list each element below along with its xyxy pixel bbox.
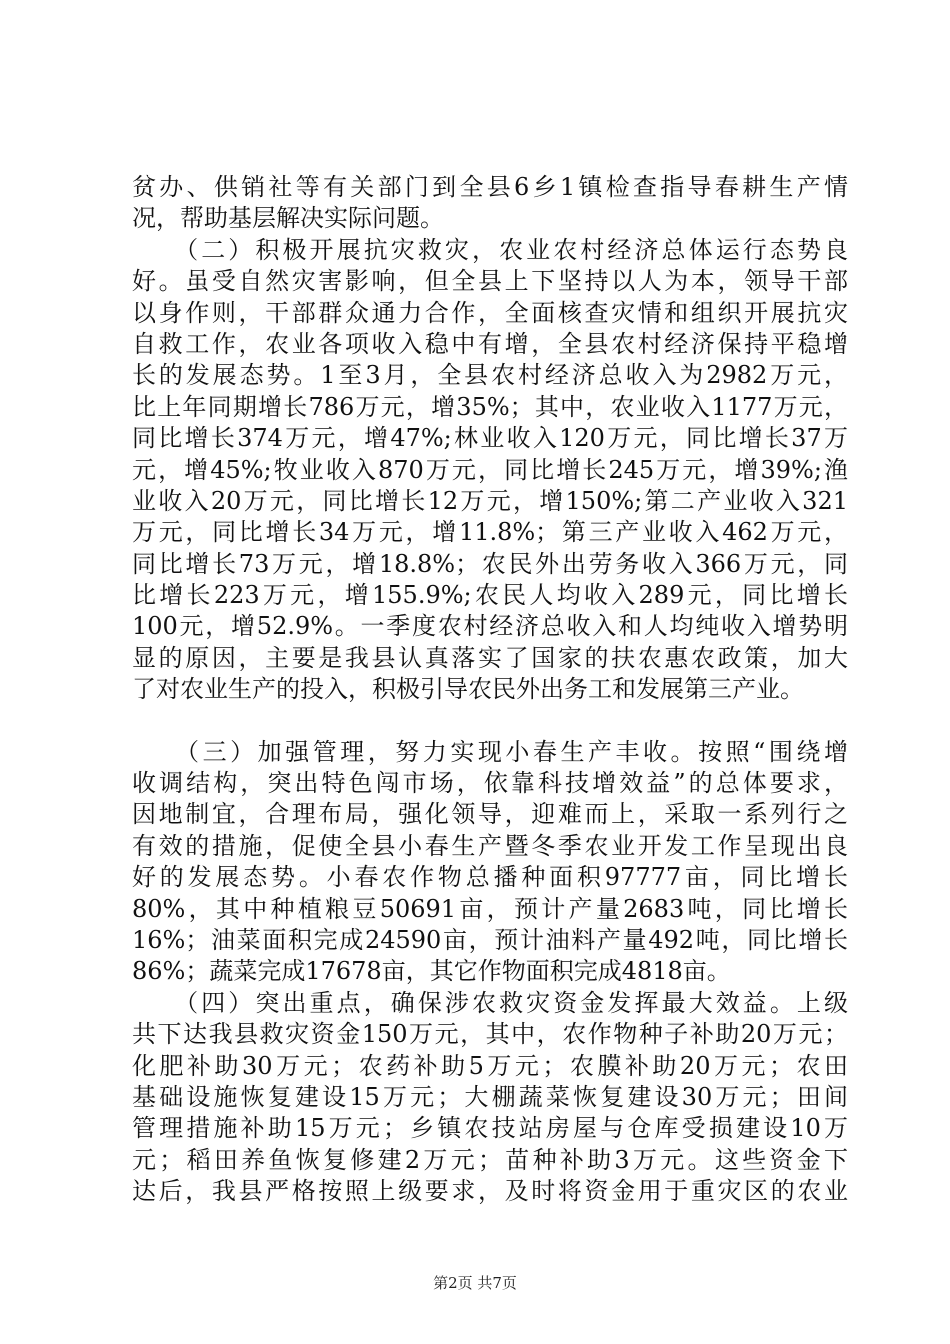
text-line: （二）积极开展抗灾救灾，农业农村经济总体运行态势良 [132, 235, 848, 264]
text-line: 好的发展态势。小春农作物总播种面积97777亩，同比增长 [132, 863, 848, 892]
page-number-footer: 第2页 共7页 [433, 1274, 517, 1292]
text-line: 好。虽受自然灾害影响，但全县上下坚持以人为本，领导干部 [132, 267, 848, 296]
text-line: 自救工作，农业各项收入稳中有增，全县农村经济保持平稳增 [132, 329, 848, 358]
text-line: （三）加强管理，努力实现小春生产丰收。按照“围绕增 [132, 737, 848, 766]
text-line: （四）突出重点，确保涉农救灾资金发挥最大效益。上级 [132, 988, 848, 1017]
text-line: 长的发展态势。1至3月，全县农村经济总收入为2982万元， [132, 361, 848, 390]
text-line: 基础设施恢复建设15万元；大棚蔬菜恢复建设30万元；田间 [132, 1082, 848, 1111]
document-body [132, 172, 848, 1208]
text-line: 86%；蔬菜完成17678亩，其它作物面积完成4818亩。 [132, 957, 731, 986]
text-line: 同比增长73万元，增18.8%；农民外出劳务收入366万元，同 [132, 549, 848, 578]
text-line: 管理措施补助15万元；乡镇农技站房屋与仓库受损建设10万 [132, 1114, 848, 1143]
text-line: 达后，我县严格按照上级要求，及时将资金用于重灾区的农业 [132, 1177, 848, 1206]
text-line: 贫办、供销社等有关部门到全县6乡1镇检查指导春耕生产情 [132, 173, 848, 201]
text-line: 比增长223万元，增155.9%;农民人均收入289元，同比增长 [132, 581, 848, 610]
text-line: 了对农业生产的投入，积极引导农民外出务工和发展第三产业。 [132, 675, 804, 704]
text-line: 16%；油菜面积完成24590亩，预计油料产量492吨，同比增长 [132, 925, 848, 954]
text-line: 因地制宜，合理布局，强化领导，迎难而上，采取一系列行之 [132, 800, 848, 829]
text-line: 同比增长374万元，增47%;林业收入120万元，同比增长37万 [132, 424, 848, 453]
text-line: 业收入20万元，同比增长12万元，增150%;第二产业收入321 [132, 486, 848, 515]
text-line: 显的原因，主要是我县认真落实了国家的扶农惠农政策，加大 [132, 643, 848, 672]
text-line: 收调结构，突出特色闯市场，依靠科技增效益”的总体要求， [132, 769, 848, 798]
text-line: 比上年同期增长786万元，增35%；其中，农业收入1177万元， [132, 392, 848, 421]
paragraph-gap [132, 706, 848, 737]
text-line: 100元，增52.9%。一季度农村经济总收入和人均纯收入增势明 [132, 612, 848, 641]
text-line: 元；稻田养鱼恢复修建2万元；苗种补助3万元。这些资金下 [132, 1145, 848, 1174]
text-line: 共下达我县救灾资金150万元，其中，农作物种子补助20万元； [132, 1020, 848, 1049]
text-line: 以身作则，干部群众通力合作，全面核查灾情和组织开展抗灾 [132, 298, 848, 327]
text-line: 有效的措施，促使全县小春生产暨冬季农业开发工作呈现出良 [132, 831, 848, 860]
text-line: 元，增45%;牧业收入870万元，同比增长245万元，增39%;渔 [132, 455, 848, 484]
text-line: 化肥补助30万元；农药补助5万元；农膜补助20万元；农田 [132, 1051, 848, 1080]
text-line: 况，帮助基层解决实际问题。 [132, 204, 444, 233]
text-line: 万元，同比增长34万元，增11.8%；第三产业收入462万元， [132, 518, 848, 547]
text-line: 80%，其中种植粮豆50691亩，预计产量2683吨，同比增长 [132, 894, 848, 923]
